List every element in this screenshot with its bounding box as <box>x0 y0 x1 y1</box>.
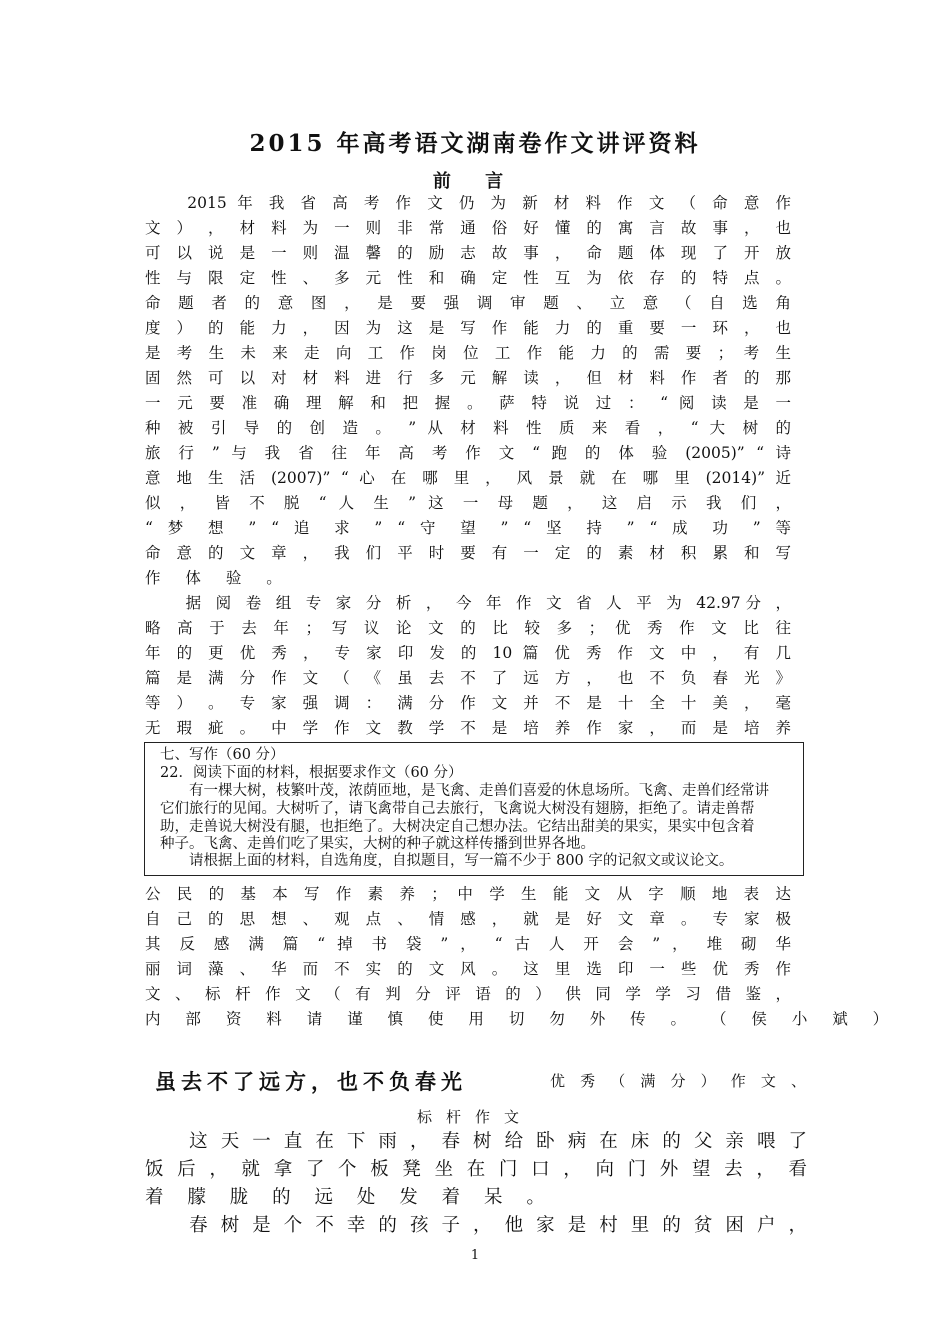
essay-tag: 优 秀 （ 满 分 ） 作 文 、 <box>550 1072 806 1090</box>
preface-line: 内 部 资 料 请 谨 慎 使 用 切 勿 外 传 。 （ 侯 小 斌 ） <box>145 1010 899 1028</box>
essay-line: 这 天 一 直 在 下 雨 ， 春 树 给 卧 病 在 床 的 父 亲 喂 了 <box>145 1131 807 1152</box>
page-number: 1 <box>470 1248 480 1263</box>
preface-line: 2015 年 我 省 高 考 作 文 仍 为 新 材 料 作 文 （ 命 意 作 <box>145 194 791 212</box>
preface-line: 旅 行 ” 与 我 省 往 年 高 考 作 文 “ 跑 的 体 验 (2005)” “ 诗 <box>145 444 791 462</box>
exam-prompt-line: 七、写作（60 分） <box>160 747 285 763</box>
exam-prompt-line: 种子。飞禽、走兽们吃了果实，大树的种子就这样传播到世界各地。 <box>160 836 595 852</box>
preface-line: 自 己 的 思 想 、 观 点 、 情 感 ， 就 是 好 文 章 。 专 家 极 <box>145 910 791 928</box>
preface-line: 种 被 引 导 的 创 造 。 ” 从 材 料 性 质 来 看 ， “ 大 树 的 <box>145 419 791 437</box>
preface-line: 据 阅 卷 组 专 家 分 析 ， 今 年 作 文 省 人 平 为 42.97分 ， <box>145 594 791 612</box>
preface-line: 性 与 限 定 性 、 多 元 性 和 确 定 性 互 为 依 存 的 特 点 。 <box>145 269 791 287</box>
preface-line: 等 ） 。 专 家 强 调 ： 满 分 作 文 并 不 是 十 全 十 美 ， 毫 <box>145 694 791 712</box>
preface-line: 文 、 标 杆 作 文 （ 有 判 分 评 语 的 ） 供 同 学 学 习 借 鉴 ， <box>145 985 792 1003</box>
essay-title: 虽去不了远方，也不负春光 <box>155 1069 467 1094</box>
section-heading-preface: 前 言 <box>432 171 518 192</box>
preface-line: 命 意 的 文 章 ， 我 们 平 时 要 有 一 定 的 素 材 积 累 和 写 <box>145 544 791 562</box>
essay-line: 着 朦 胧 的 远 处 发 着 呆 。 <box>145 1187 554 1208</box>
preface-line: 无 瑕 疵 。 中 学 作 文 教 学 不 是 培 养 作 家 ， 而 是 培 养 <box>145 719 791 737</box>
preface-line: 是 考 生 未 来 走 向 工 作 岗 位 工 作 能 力 的 需 要 ； 考 生 <box>145 344 791 362</box>
exam-prompt-line: 22．阅读下面的材料，根据要求作文（60 分） <box>160 765 463 781</box>
preface-line: 篇 是 满 分 作 文 （ 《 虽 去 不 了 远 方 ， 也 不 负 春 光 》 <box>145 669 791 687</box>
preface-line: 固 然 可 以 对 材 料 进 行 多 元 解 读 ， 但 材 料 作 者 的 那 <box>145 369 791 387</box>
preface-line: “ 梦 想 ” “ 追 求 ” “ 守 望 ” “ 坚 持 ” “ 成 功 ” 等 <box>145 519 791 537</box>
preface-line: 公 民 的 基 本 写 作 素 养 ； 中 学 生 能 文 从 字 顺 地 表 达 <box>145 885 791 903</box>
preface-line: 文 ） ， 材 料 为 一 则 非 常 通 俗 好 懂 的 寓 言 故 事 ， 也 <box>145 219 791 237</box>
preface-line: 作 体 验 。 <box>145 569 292 587</box>
preface-line: 意 地 生 活 (2007)” “ 心 在 哪 里 ， 风 景 就 在 哪 里 (2014)” 近 <box>145 469 791 487</box>
essay-line: 饭 后 ， 就 拿 了 个 板 凳 坐 在 门 口 ， 向 门 外 望 去 ， 看 <box>145 1159 807 1180</box>
exam-prompt-line: 助，走兽说大树没有腿，也拒绝了。大树决定自己想办法。它结出甜美的果实，果实中包含着 <box>160 819 755 835</box>
essay-line: 春 树 是 个 不 幸 的 孩 子 ， 他 家 是 村 里 的 贫 困 户 ， <box>145 1215 807 1236</box>
preface-line: 其 反 感 满 篇 “ 掉 书 袋 ” ， “ 古 人 开 会 ” ， 堆 砌 华 <box>145 935 791 953</box>
exam-prompt-line: 它们旅行的见闻。大树听了，请飞禽带自己去旅行，飞禽说大树没有翅膀，拒绝了。请走兽帮 <box>160 801 755 817</box>
preface-line: 命 题 者 的 意 图 ， 是 要 强 调 审 题 、 立 意 （ 自 选 角 <box>145 294 791 312</box>
preface-line: 丽 词 藻 、 华 而 不 实 的 文 风 。 这 里 选 印 一 些 优 秀 作 <box>145 960 791 978</box>
preface-line: 略 高 于 去 年 ； 写 议 论 文 的 比 较 多 ； 优 秀 作 文 比 往 <box>145 619 791 637</box>
exam-prompt-line: 有一棵大树，枝繁叶茂，浓荫匝地，是飞禽、走兽们喜爱的休息场所。飞禽、走兽们经常讲 <box>160 783 769 799</box>
preface-line: 似 ， 皆 不 脱 “ 人 生 ” 这 一 母 题 ， 这 启 示 我 们 ， <box>145 494 791 512</box>
exam-prompt-line: 请根据上面的材料，自选角度，自拟题目，写一篇不少于 800 字的记叙文或议论文。 <box>160 853 734 869</box>
preface-line: 度 ） 的 能 力 ， 因 为 这 是 写 作 能 力 的 重 要 一 环 ， 也 <box>145 319 791 337</box>
document-title: 2015 年高考语文湖南卷作文讲评资料 <box>249 130 701 157</box>
essay-tag-continued: 标杆作文 <box>416 1108 533 1126</box>
preface-line: 年 的 更 优 秀 ， 专 家 印 发 的 10 篇 优 秀 作 文 中 ， 有 几 <box>145 644 791 662</box>
preface-line: 可 以 说 是 一 则 温 馨 的 励 志 故 事 ， 命 题 体 现 了 开 放 <box>145 244 791 262</box>
preface-line: 一 元 要 准 确 理 解 和 把 握 。 萨 特 说 过 ： “ 阅 读 是 一 <box>145 394 791 412</box>
